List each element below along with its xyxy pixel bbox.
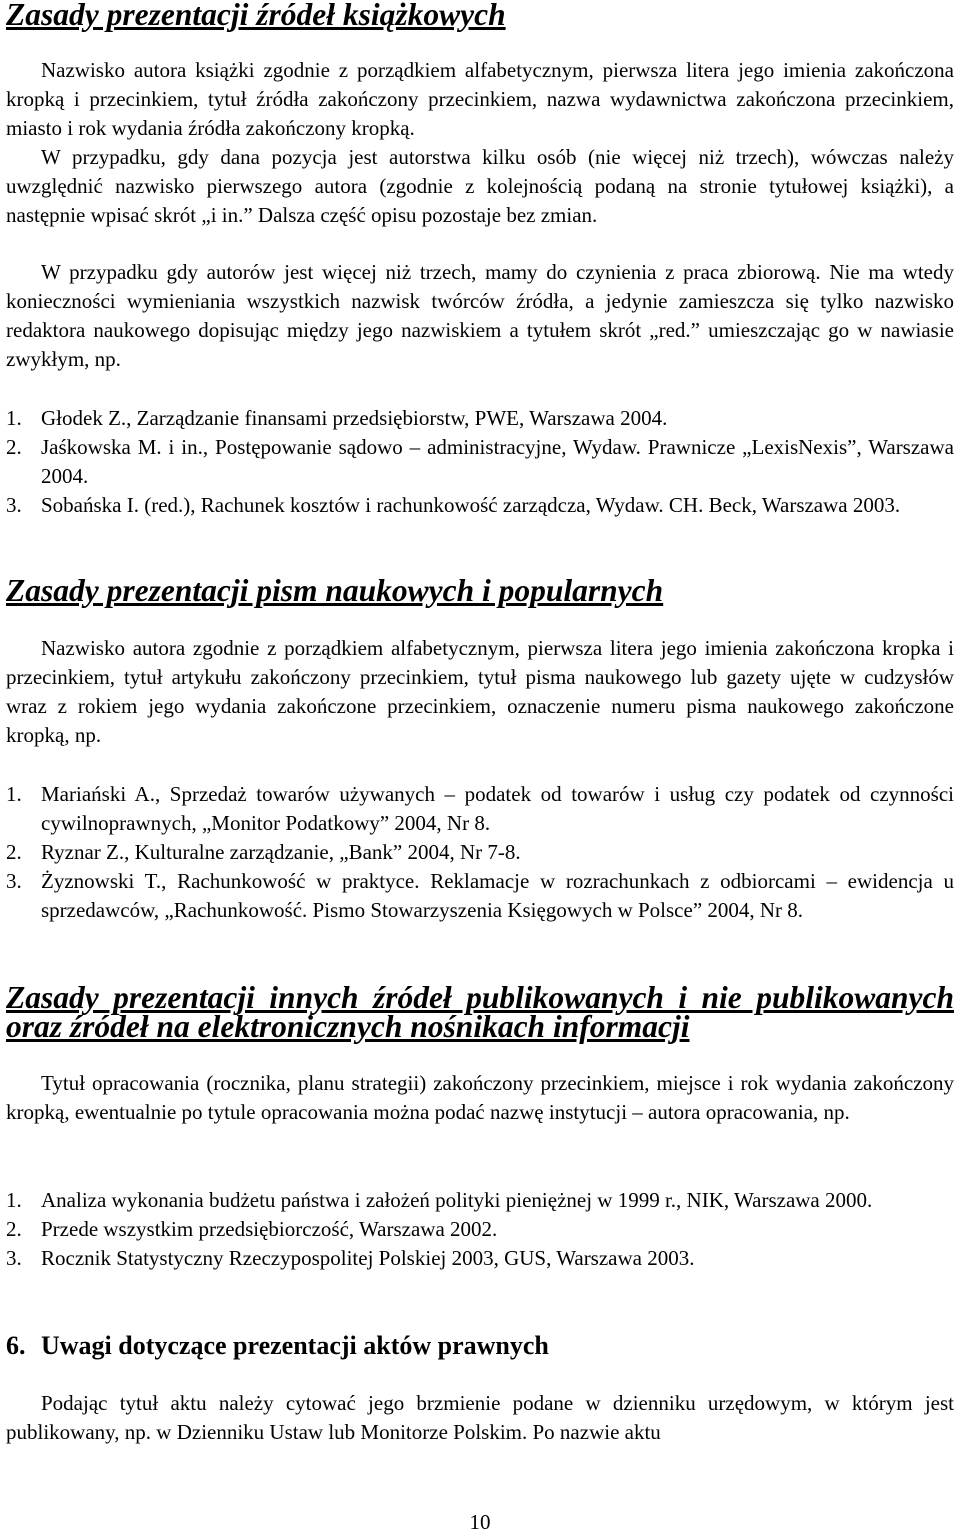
list-item <box>6 1215 954 1244</box>
list-item <box>6 838 954 867</box>
list-number: 2. <box>6 1217 22 1241</box>
list-number: 2. <box>6 840 22 864</box>
list-item <box>6 1186 954 1215</box>
list-item-text: Analiza wykonania budżetu państwa i założeń polityki pieniężnej w 1999 r., NIK, Warszawa 2000. <box>41 1188 873 1212</box>
paragraph: Podając tytuł aktu należy cytować jego brzmienie podane w dzienniku urzędowym, w którym jest publikowany, np. w Dzienniku Ustaw lub Monitorze Polskim. Po nazwie aktu <box>6 1391 954 1444</box>
journal-examples-list <box>6 780 954 925</box>
book-examples-list <box>6 404 954 520</box>
list-number: 3. <box>6 1246 22 1270</box>
chapter-number: 6. <box>6 1331 26 1360</box>
list-item-text: Sobańska I. (red.), Rachunek kosztów i rachunkowość zarządcza, Wydaw. CH. Beck, Warszawa 2003. <box>41 493 901 517</box>
section-heading-books: Zasady prezentacji źródeł książkowych <box>6 0 506 32</box>
paragraph: Tytuł opracowania (rocznika, planu strategii) zakończony przecinkiem, miejsce i rok wydania zakończony kropką, ewentualnie po tytule opracowania można podać nazwę instytucji – autora opracowania, np. <box>6 1071 954 1124</box>
section-heading-other-sources: Zasady prezentacji innych źródeł publikowanych i nie publikowanych oraz źródeł na elektronicznych nośnikach informacji <box>6 980 954 1044</box>
list-number: 2. <box>6 435 22 459</box>
chapter-heading-legal-acts <box>6 1330 549 1362</box>
list-item-text: Mariański A., Sprzedaż towarów używanych – podatek od towarów i usług czy podatek od czynności cywilnoprawnych, „Monitor Podatkowy” 2004, Nr 8. <box>41 782 954 835</box>
list-item-text: Rocznik Statystyczny Rzeczypospolitej Polskiej 2003, GUS, Warszawa 2003. <box>41 1246 695 1270</box>
list-number: 3. <box>6 493 22 517</box>
paragraph: W przypadku, gdy dana pozycja jest autorstwa kilku osób (nie więcej niż trzech), wówczas należy uwzględnić nazwisko pierwszego autora (zgodnie z kolejnością podaną na stronie tytułowej książki), a następnie wpisać skrót „i in.” Dalsza część opisu pozostaje bez zmian. <box>6 145 954 227</box>
list-item <box>6 433 954 491</box>
list-item-text: Głodek Z., Zarządzanie finansami przedsiębiorstw, PWE, Warszawa 2004. <box>41 406 668 430</box>
list-item-text: Przede wszystkim przedsiębiorczość, Warszawa 2002. <box>41 1217 498 1241</box>
list-item <box>6 867 954 925</box>
list-number: 1. <box>6 782 22 806</box>
list-item <box>6 1244 954 1273</box>
paragraph: W przypadku gdy autorów jest więcej niż trzech, mamy do czynienia z praca zbiorową. Nie ma wtedy konieczności wymieniania wszystkich nazwisk twórców źródła, a jedynie zamieszcza się tylko nazwisko redaktora naukowego dopisując między jego nazwiskiem a tytułem skrót „red.” umieszczając go w nawiasie zwykłym, np. <box>6 260 954 371</box>
paragraph: Nazwisko autora książki zgodnie z porządkiem alfabetycznym, pierwsza litera jego imienia zakończona kropką i przecinkiem, tytuł źródła zakończony przecinkiem, nazwa wydawnictwa zakończona przecinkiem, miasto i rok wydania źródła zakończony kropką. <box>6 58 954 140</box>
list-item <box>6 404 954 433</box>
section-heading-journals: Zasady prezentacji pism naukowych i popularnych <box>6 573 664 608</box>
page-number: 10 <box>469 1510 491 1534</box>
list-item-text: Jaśkowska M. i in., Postępowanie sądowo – administracyjne, Wydaw. Prawnicze „LexisNexis”, Warszawa 2004. <box>41 435 954 488</box>
list-item-text: Żyznowski T., Rachunkowość w praktyce. Reklamacje w rozrachunkach z odbiorcami – ewidencja u sprzedawców, „Rachunkowość. Pismo Stowarzyszenia Księgowych w Polsce” 2004, Nr 8. <box>41 869 954 922</box>
list-item <box>6 780 954 838</box>
other-sources-examples-list <box>6 1186 954 1273</box>
list-item-text: Ryznar Z., Kulturalne zarządzanie, „Bank” 2004, Nr 7-8. <box>41 840 521 864</box>
list-number: 1. <box>6 1188 22 1212</box>
list-number: 3. <box>6 869 22 893</box>
list-item <box>6 491 954 520</box>
paragraph: Nazwisko autora zgodnie z porządkiem alfabetycznym, pierwsza litera jego imienia zakończona kropka i przecinkiem, tytuł artykułu zakończony przecinkiem, tytuł pisma naukowego lub gazety ujęte w cudzysłów wraz z rokiem jego wydania zakończone przecinkiem, oznaczenie numeru pisma naukowego zakończone kropką, np. <box>6 636 954 747</box>
list-number: 1. <box>6 406 22 430</box>
chapter-title: Uwagi dotyczące prezentacji aktów prawnych <box>41 1331 549 1360</box>
